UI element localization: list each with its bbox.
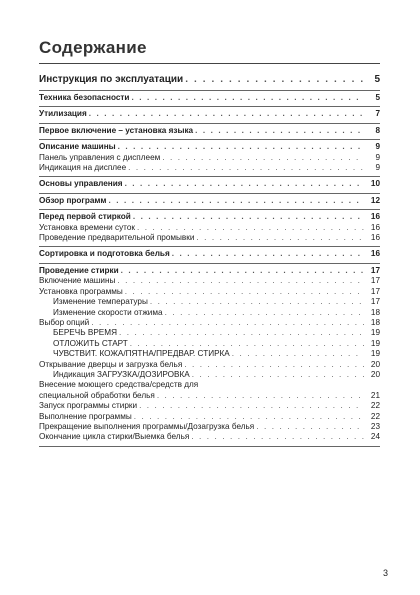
table-of-contents [39,70,380,447]
toc-entry-label: Изменение скорости отжима [53,307,163,317]
dot-leader [117,276,364,286]
dot-leader [162,153,364,163]
toc-entry-page: 10 [370,179,380,189]
toc-section [39,70,380,91]
dot-leader [139,401,364,411]
dot-leader [172,249,364,259]
toc-entry[interactable] [39,432,380,442]
toc-entry-label: Выполнение программы [39,411,132,421]
dot-leader [121,266,364,276]
toc-entry-label: Первое включение – установка языка [39,125,194,135]
toc-section [39,91,380,107]
toc-entry[interactable] [39,212,380,222]
dot-leader [91,318,364,328]
toc-entry[interactable] [39,142,380,152]
dot-leader [165,308,364,318]
toc-section [39,194,380,210]
toc-entry[interactable] [39,73,380,87]
toc-entry[interactable] [39,391,380,401]
toc-entry[interactable] [39,163,380,173]
toc-entry[interactable] [39,370,380,380]
dot-leader [128,163,364,173]
toc-entry[interactable] [39,196,380,206]
toc-section [39,124,380,140]
toc-entry-label: ЧУВСТВИТ. КОЖА/ПЯТНА/ПРЕДВАР. СТИРКА [53,349,230,359]
toc-section [39,177,380,193]
toc-section [39,210,380,247]
toc-entry-label: Установка программы [39,286,123,296]
toc-entry[interactable] [39,223,380,233]
toc-entry-label: Внесение моющего средства/средств для [39,380,199,390]
toc-entry-label: специальной обработки белья [39,390,155,400]
page-title: Содержание [39,38,147,57]
toc-entry[interactable] [39,412,380,422]
toc-entry-label: Включение машины [39,276,116,286]
dot-leader [196,233,364,243]
toc-entry-page: 20 [370,359,380,369]
toc-entry[interactable] [39,126,380,136]
dot-leader [192,370,364,380]
toc-entry-page: 9 [375,163,380,173]
dot-leader [195,126,364,136]
toc-entry-page: 18 [370,307,380,317]
dot-leader [125,287,364,297]
toc-entry-label: Проведение предварительной промывки [39,233,195,243]
dot-leader [134,412,364,422]
dot-leader [119,328,364,338]
toc-entry[interactable] [39,380,380,390]
toc-entry-page: 18 [370,317,380,327]
dot-leader [150,297,364,307]
toc-entry[interactable] [39,109,380,119]
toc-entry-page: 24 [370,432,380,442]
toc-entry-page: 9 [375,142,380,152]
toc-section [39,264,380,447]
toc-entry-page: 21 [370,390,380,400]
dot-leader [191,432,364,442]
toc-entry-label: Окончание цикла стирки/Выемка белья [39,432,190,442]
dot-leader [256,422,364,432]
dot-leader [118,142,364,152]
dot-leader [157,391,364,401]
toc-entry-label: Индикация на дисплее [39,163,127,173]
toc-entry-label: Техника безопасности [39,93,130,102]
toc-entry-page: 17 [370,297,380,307]
toc-entry[interactable] [39,249,380,259]
toc-entry-label: Сортировка и подготовка белья [39,249,170,259]
page-number: 3 [383,568,389,578]
toc-entry-label: Инструкция по эксплуатации [39,74,184,85]
toc-entry-label: Описание машины [39,142,116,152]
toc-entry-label: Утилизация [39,109,87,119]
toc-entry-label: ОТЛОЖИТЬ СТАРТ [53,338,128,348]
toc-entry-page: 22 [370,411,380,421]
toc-entry-page: 17 [370,276,380,286]
dot-leader [125,179,364,189]
toc-section [39,247,380,263]
toc-entry[interactable] [39,318,380,328]
toc-entry-page: 12 [370,195,380,205]
toc-entry-page: 9 [375,152,380,162]
dot-leader [232,349,364,359]
toc-entry[interactable] [39,93,380,103]
toc-section [39,140,380,177]
toc-entry-label: Перед первой стиркой [39,212,131,222]
dot-leader [109,196,365,206]
toc-entry[interactable] [39,266,380,276]
toc-entry-label: Установка времени суток [39,222,135,232]
toc-entry-page: 19 [370,349,380,359]
toc-entry[interactable] [39,401,380,411]
toc-entry[interactable] [39,328,380,338]
dot-leader [89,109,364,119]
toc-entry-label: Панель управления с дисплеем [39,152,161,162]
toc-entry-page: 19 [370,328,380,338]
toc-entry-page: 17 [370,265,380,275]
toc-entry-label: Индикация ЗАГРУЗКА/ДОЗИРОВКА [53,369,190,379]
toc-entry[interactable] [39,233,380,243]
dot-leader [133,212,364,222]
toc-entry-page: 16 [370,233,380,243]
toc-entry-page: 20 [370,369,380,379]
toc-entry-page: 16 [370,222,380,232]
toc-entry-label: Обзор программ [39,195,107,205]
toc-entry-page: 17 [370,286,380,296]
toc-entry-label: БЕРЕЧЬ ВРЕМЯ [53,328,117,338]
toc-entry-label: Проведение стирки [39,265,119,275]
toc-entry-page: 5 [375,93,380,102]
dot-leader [137,223,364,233]
toc-entry[interactable] [39,179,380,189]
toc-entry-label: Запуск программы стирки [39,401,138,411]
toc-entry-page: 5 [374,74,380,85]
dot-leader [184,360,364,370]
toc-entry-label: Выбор опций [39,317,90,327]
dot-leader [131,93,364,103]
toc-entry-page: 22 [370,401,380,411]
toc-entry[interactable] [39,349,380,359]
toc-entry-label: Открывание дверцы и загрузка белья [39,359,183,369]
toc-entry[interactable] [39,287,380,297]
toc-entry-page: 19 [370,338,380,348]
dot-leader [130,339,364,349]
toc-entry-page: 23 [370,421,380,431]
toc-entry[interactable] [39,153,380,163]
toc-entry[interactable] [39,276,380,286]
toc-entry[interactable] [39,297,380,307]
toc-entry-label: Прекращение выполнения программы/Дозагрузка белья [39,421,255,431]
toc-entry[interactable] [39,360,380,370]
toc-entry[interactable] [39,308,380,318]
title-divider [39,63,380,64]
dot-leader [185,73,364,87]
toc-section [39,107,380,123]
toc-entry-page: 8 [375,125,380,135]
toc-entry-page: 16 [370,249,380,259]
toc-entry-label: Основы управления [39,179,123,189]
toc-entry[interactable] [39,339,380,349]
toc-entry-label: Изменение температуры [53,297,148,307]
toc-entry-page: 16 [370,212,380,222]
toc-entry[interactable] [39,422,380,432]
toc-entry-page: 7 [375,109,380,119]
